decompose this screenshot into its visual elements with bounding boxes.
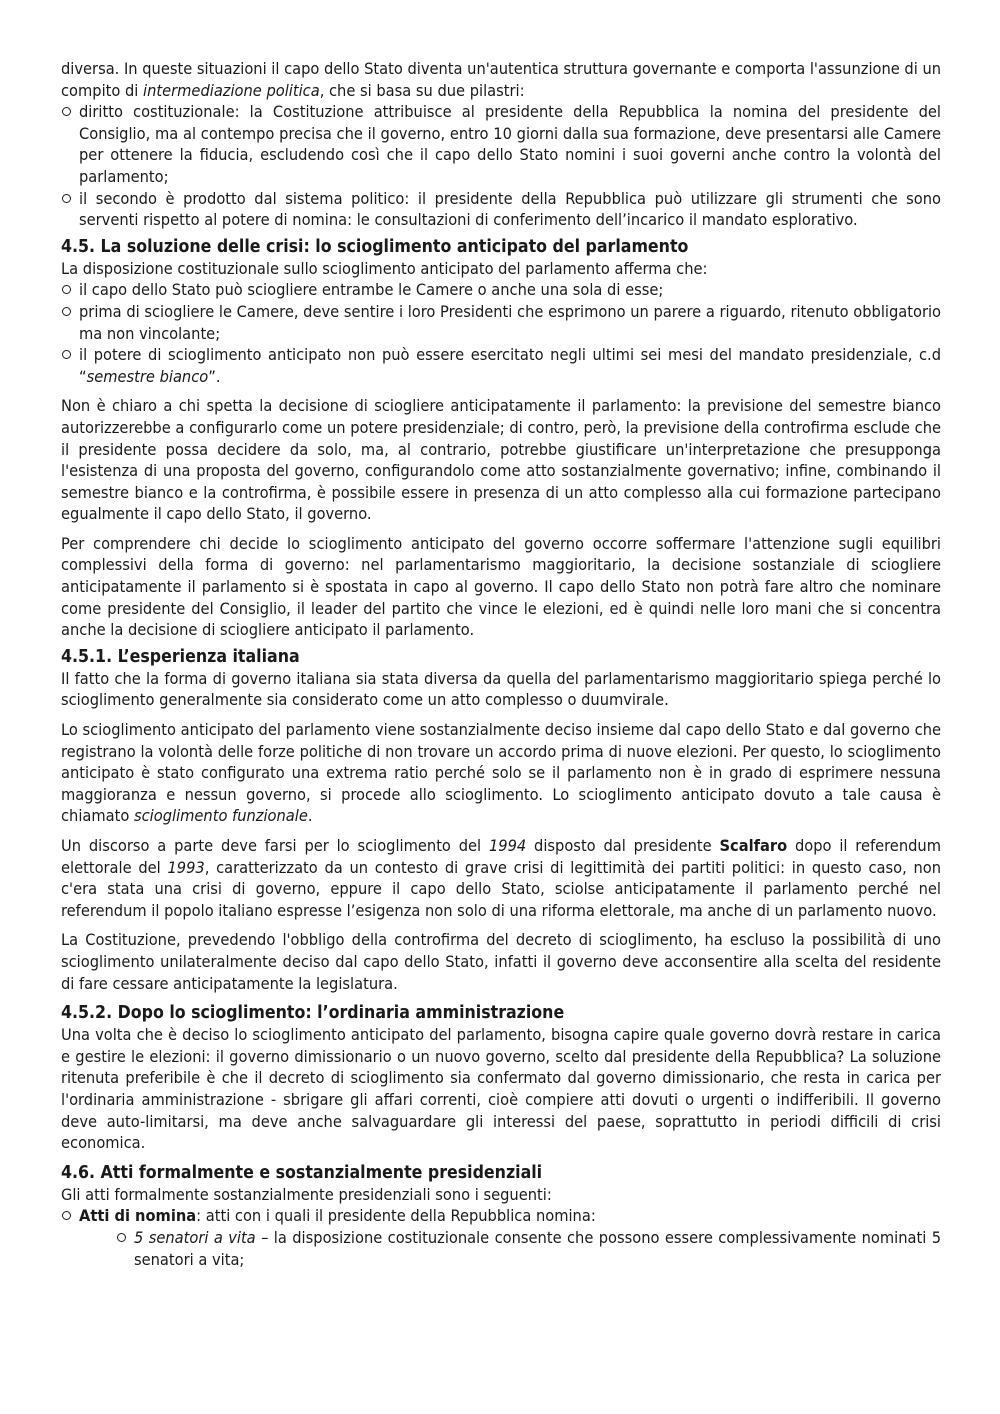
circle-bullet-icon — [117, 1233, 126, 1242]
text: , caratterizzato da un contesto di grave crisi di legittimità dei partiti politici: in questo caso, non c'era stata una crisi di governo, eppure il capo dello Stato, sciolse anticipatamente il parlamento perché nel referendum il popolo italiano espresse l’esigenza non solo di una riforma elettorale, ma anche di un parlamento nuovo. — [61, 857, 941, 920]
list-item-text: : atti con i quali il presidente della Repubblica nomina: — [196, 1206, 596, 1226]
section-heading-4-5: 4.5. La soluzione delle crisi: lo scioglimento anticipato del parlamento — [61, 236, 689, 257]
text: , che si basa su due pilastri: — [319, 80, 525, 100]
list-item-text: il potere di scioglimento anticipato non può essere esercitato negli ultimi sei mesi del mandato presidenziale, c.d “ — [79, 345, 941, 386]
text: disposto dal presidente — [526, 836, 720, 855]
list-item — [61, 1205, 941, 1227]
italic-year: 1994 — [488, 836, 527, 855]
text: diversa. In queste situazioni il capo dello Stato diventa un'autentica struttura governante e comporta l'assunzione di un compito di — [61, 59, 942, 100]
paragraph — [61, 835, 941, 921]
paragraph: Il fatto che la forma di governo italiana sia stata diversa da quella del parlamentarismo maggioritario spiega perché lo scioglimento generalmente sia considerato come un atto complesso o duumvirale. — [61, 668, 941, 710]
italic-term: intermediazione politica — [143, 80, 320, 100]
circle-bullet-icon — [62, 1211, 71, 1220]
paragraph: Una volta che è deciso lo scioglimento anticipato del parlamento, bisogna capire quale governo dovrà restare in carica e gestire le elezioni: il governo dimissionario o un nuovo governo, scelto dal presidente della Repubblica? La soluzione ritenuta preferibile è che il decreto di scioglimento sia confermato dal governo dimissionario, che resta in carica per l'ordinaria amministrazione - sbrigare gli affari correnti, cioè compiere atti dovuti o urgenti o indifferibili. Il governo deve auto-limitarsi, ma deve anche salvaguardare gli interessi del paese, soprattutto in periodi difficili di crisi economica. — [61, 1025, 941, 1153]
text: Un discorso a parte deve farsi per lo scioglimento del — [61, 836, 489, 855]
list-item-text: diritto costituzionale: la Costituzione attribuisce al presidente della Repubblica la nomina del presidente del Consiglio, ma al contempo precisa che il governo, entro 10 giorni dalla sua formazione, deve presentarsi alle Camere per ottenere la fiducia, escludendo così che il capo dello Stato nomini i suoi governi anche contro la volontà del parlamento; — [79, 102, 941, 186]
italic-term: 5 senatori a vita — [134, 1227, 256, 1247]
circle-bullet-icon — [62, 107, 71, 116]
italic-term: semestre bianco — [86, 366, 209, 386]
list-item-text: prima di sciogliere le Camere, deve sentire i loro Presidenti che esprimono un parere a riguardo, ritenuto obbligatorio ma non vincolante; — [79, 301, 941, 343]
paragraph: La Costituzione, prevedendo l'obbligo della controfirma del decreto di scioglimento, ha escluso la possibilità di uno scioglimento unilateralmente deciso dal capo dello Stato, infatti il governo deve acconsentire alla scelta del residente di fare cessare anticipatamente la legislatura. — [61, 930, 941, 993]
italic-term: scioglimento funzionale — [133, 806, 308, 826]
circle-bullet-icon — [62, 285, 71, 294]
circle-bullet-icon — [62, 194, 71, 203]
presidential-acts-list — [61, 1205, 941, 1227]
circle-bullet-icon — [62, 350, 71, 359]
italic-year: 1993 — [167, 857, 205, 877]
nested-list — [61, 1227, 941, 1270]
list-item-text: il secondo è prodotto dal sistema politico: il presidente della Repubblica può utilizzare gli strumenti che sono serventi rispetto al potere di nomina: le consultazioni di conferimento dell’incarico il mandato esplorativo. — [79, 188, 941, 230]
text: Lo scioglimento anticipato del parlamento viene sostanzialmente deciso insieme dal capo dello Stato e dal governo che registrano la volontà delle forze politiche di non trovare un accordo prima di nuove elezioni. Per questo, lo scioglimento anticipato è stato configurato una extrema ratio perché solo se il parlamento non è in grado di esprimere nessuna maggioranza e nessun governo, si procede allo scioglimento. Lo scioglimento anticipato dovuto a tale causa è chiamato — [61, 720, 941, 826]
list-item — [61, 301, 941, 344]
list-item — [61, 188, 941, 231]
list-item — [116, 1227, 941, 1270]
intro-paragraph — [61, 58, 941, 101]
list-item-text: il capo dello Stato può sciogliere entrambe le Camere o anche una sola di esse; — [79, 280, 664, 300]
section-lead: Gli atti formalmente sostanzialmente presidenziali sono i seguenti: — [61, 1184, 552, 1204]
text: dopo il referendum elettorale del — [61, 836, 941, 877]
list-item — [61, 344, 941, 387]
dissolution-bullet-list — [61, 279, 941, 387]
section-heading-4-5-1: 4.5.1. L’esperienza italiana — [61, 646, 300, 667]
section-lead: La disposizione costituzionale sullo scioglimento anticipato del parlamento afferma che: — [61, 258, 708, 278]
section-heading-4-5-2: 4.5.2. Dopo lo scioglimento: l’ordinaria amministrazione — [61, 1003, 565, 1024]
paragraph: Per comprendere chi decide lo scioglimento anticipato del governo occorre soffermare l'attenzione sugli equilibri complessivi della forma di governo: nel parlamentarismo maggioritario, la decisione sostanziale di sciogliere anticipatamente il parlamento si è spostata in capo al governo. Il capo dello Stato non potrà fare altro che nominare come presidente del Consiglio, il leader del partito che vince le elezioni, ed è quindi nelle loro mani che si concentra anche la decisione di sciogliere anticipato il parlamento. — [61, 533, 941, 640]
bold-name: Scalfaro — [719, 836, 788, 855]
text: . — [307, 806, 313, 826]
paragraph — [61, 719, 941, 827]
paragraph: Non è chiaro a chi spetta la decisione di sciogliere anticipatamente il parlamento: la previsione del semestre bianco autorizzerebbe a configurarlo come un potere presidenziale; di contro, però, la previsione della controfirma esclude che il presidente possa decidere da solo, ma, al contrario, potrebbe giustificare un'interpretazione che presupponga l'esistenza di una proposta del governo, configurandolo come atto sostanzialmente governativo; infine, combinando il semestre bianco e la controfirma, è possibile essere in presenza di un atto complesso alla cui formazione partecipano egualmente il capo dello Stato, il governo. — [61, 396, 941, 524]
list-item-text: – la disposizione costituzionale consente che possono essere complessivamente nominati 5 senatori a vita; — [134, 1227, 942, 1269]
list-item — [61, 101, 941, 187]
text: ”. — [208, 366, 221, 386]
intro-bullet-list — [61, 101, 941, 231]
bold-term: Atti di nomina — [79, 1206, 197, 1226]
list-item — [61, 279, 941, 301]
circle-bullet-icon — [62, 307, 71, 316]
section-heading-4-6: 4.6. Atti formalmente e sostanzialmente presidenziali — [61, 1162, 543, 1183]
